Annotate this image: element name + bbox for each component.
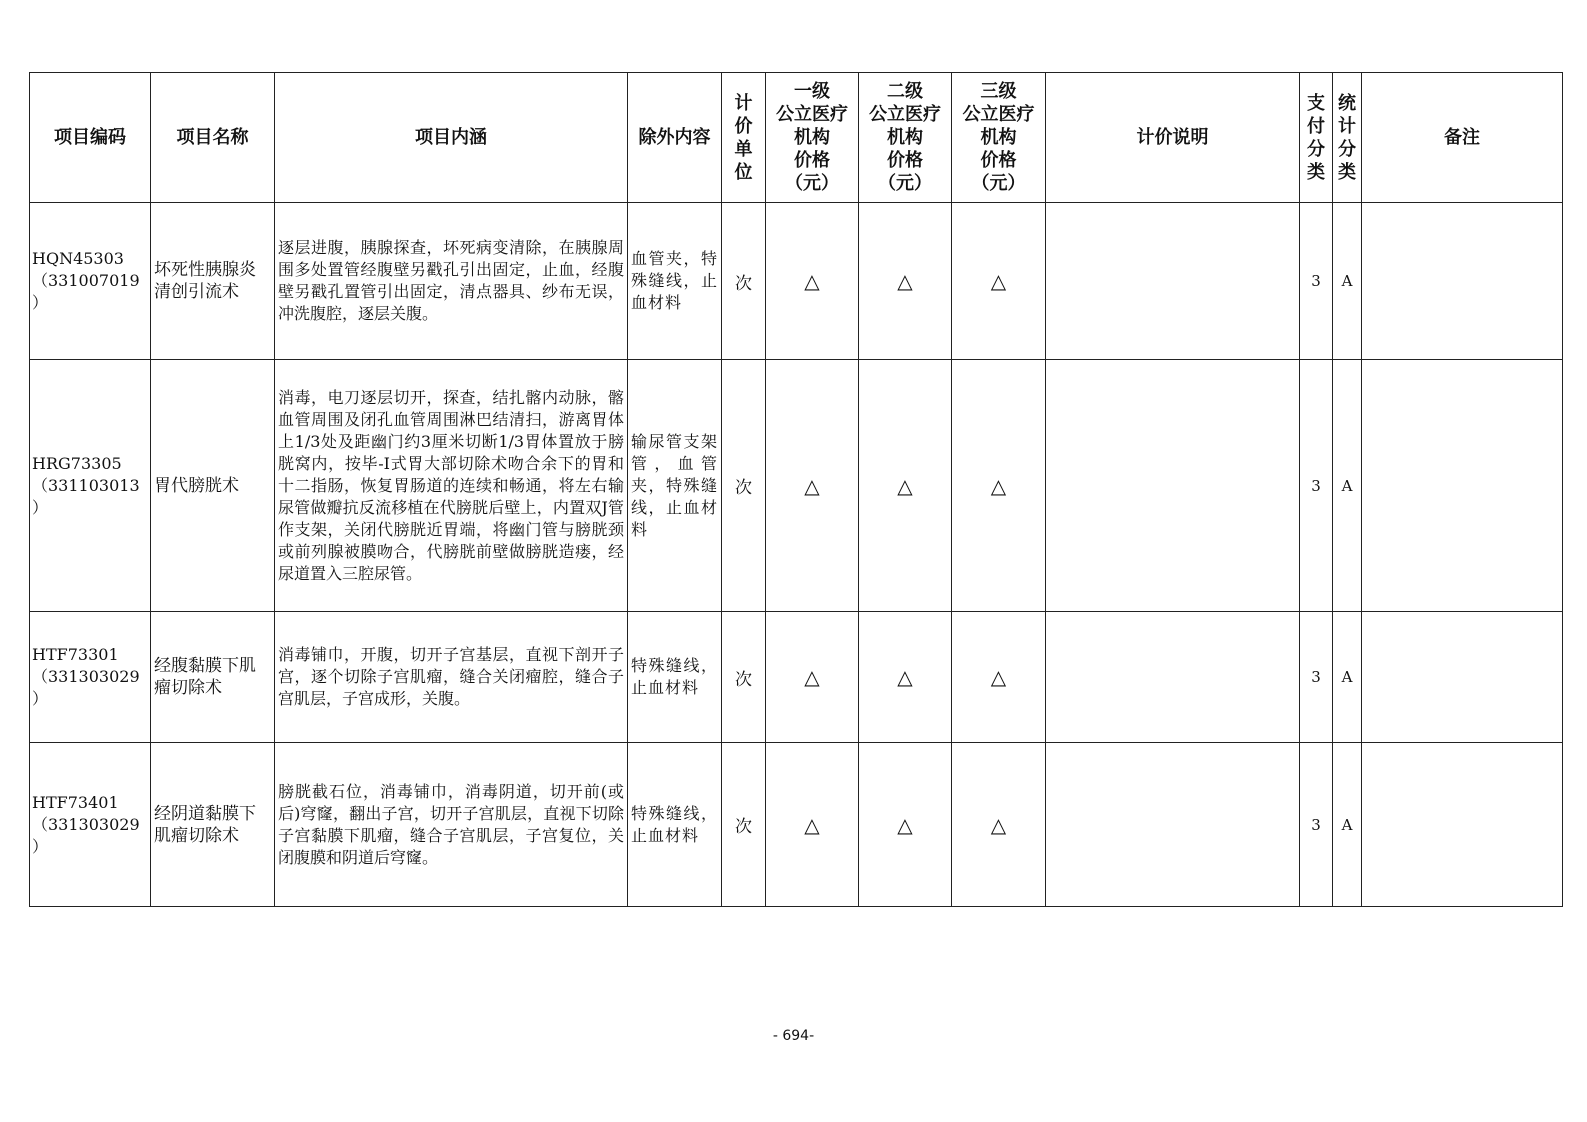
header-line: （元） (971, 173, 1026, 194)
header-unit-line: 价 (734, 115, 753, 137)
header-line: 公立医疗 (776, 104, 848, 125)
header-line: 公立医疗 (962, 104, 1035, 125)
item-level1-price: △ (766, 612, 859, 743)
header-payment-line: 支 (1307, 92, 1325, 114)
item-remarks (1362, 743, 1563, 907)
item-code-line: （331103013 (32, 475, 140, 495)
item-content: 消毒，电刀逐层切开，探查，结扎髂内动脉，髂血管周围及闭孔血管周围淋巴结清扫，游离胃体上1/3处及距幽门约3厘米切断1/3胃体置放于膀胱窝内，按毕-I式胃大部切除术吻合余下的胃和十二指肠，恢复胃肠道的连续和畅通，将左右输尿管做瓣抗反流移植在代膀胱后壁上，内置双J管作支架，关闭代膀胱近胃端，将幽门管与膀胱颈或前列腺被膜吻合，代膀胱前壁做膀胱造瘘，经尿道置入三腔尿管。 (275, 360, 628, 612)
item-level2-price: △ (859, 743, 952, 907)
item-level3-price: △ (952, 360, 1046, 612)
item-content: 膀胱截石位，消毒铺巾，消毒阴道，切开前(或后)穹窿，翻出子宫，切开子宫肌层，直视下切除子宫黏膜下肌瘤，缝合子宫肌层，子宫复位，关闭腹膜和阴道后穹窿。 (275, 743, 628, 907)
item-content: 消毒铺巾，开腹，切开子宫基层，直视下剖开子宫，逐个切除子宫肌瘤，缝合关闭瘤腔，缝合子宫肌层，子宫成形，关腹。 (275, 612, 628, 743)
header-stat-line: 统 (1338, 92, 1356, 114)
item-code-line: HTF73301 (32, 645, 119, 664)
header-unit-line: 位 (734, 161, 753, 183)
item-code (30, 203, 151, 360)
item-code-line: （331303029 (32, 814, 140, 834)
item-payment-class: 3 (1300, 612, 1333, 743)
item-payment-class: 3 (1300, 360, 1333, 612)
header-name: 项目名称 (151, 73, 275, 203)
item-name: 胃代膀胱术 (151, 360, 275, 612)
item-unit: 次 (722, 612, 766, 743)
item-payment-class: 3 (1300, 203, 1333, 360)
table-row (30, 612, 1563, 743)
table-row (30, 360, 1563, 612)
header-line: 二级 (887, 81, 923, 102)
item-code-line: （331303029 (32, 667, 140, 686)
item-level1-price: △ (766, 743, 859, 907)
header-remarks: 备注 (1362, 73, 1563, 203)
header-content: 项目内涵 (275, 73, 628, 203)
item-code-line: ） (32, 689, 49, 708)
item-code (30, 612, 151, 743)
header-line: 价格 (980, 150, 1017, 171)
item-code-line: HRG73305 (32, 453, 122, 473)
header-line: （元） (878, 173, 932, 194)
header-level3-price (952, 73, 1046, 203)
header-line: 价格 (887, 150, 923, 171)
table-row (30, 743, 1563, 907)
item-level3-price: △ (952, 612, 1046, 743)
header-row (30, 73, 1563, 203)
item-code-line: HTF73401 (32, 792, 119, 812)
header-stat-line: 计 (1338, 115, 1356, 137)
item-code-line: ） (32, 497, 49, 517)
item-pricing-note (1046, 743, 1300, 907)
item-remarks (1362, 360, 1563, 612)
header-unit-line: 计 (734, 92, 753, 114)
item-name: 经腹黏膜下肌瘤切除术 (151, 612, 275, 743)
item-code-line: （331007019 (32, 271, 140, 290)
header-code: 项目编码 (30, 73, 151, 203)
item-payment-class: 3 (1300, 743, 1333, 907)
item-code (30, 743, 151, 907)
item-remarks (1362, 612, 1563, 743)
item-stat-class: A (1333, 743, 1362, 907)
item-content: 逐层进腹，胰腺探查，坏死病变清除，在胰腺周围多处置管经腹壁另戳孔引出固定，止血，经腹壁另戳孔置管引出固定，清点器具、纱布无误，冲洗腹腔，逐层关腹。 (275, 203, 628, 360)
item-unit: 次 (722, 743, 766, 907)
pricing-table (29, 72, 1563, 907)
item-excluded: 特殊缝线，止血材料 (628, 612, 722, 743)
item-level2-price: △ (859, 612, 952, 743)
item-code-line: HQN45303 (32, 249, 124, 268)
header-line: 三级 (980, 81, 1017, 102)
header-stat-line: 类 (1338, 161, 1356, 183)
item-name: 坏死性胰腺炎清创引流术 (151, 203, 275, 360)
item-unit: 次 (722, 360, 766, 612)
header-stat-line: 分 (1338, 138, 1356, 160)
item-excluded: 血管夹，特殊缝线，止血材料 (628, 203, 722, 360)
header-unit (722, 73, 766, 203)
header-line: 机构 (887, 127, 923, 148)
header-stat (1333, 73, 1362, 203)
item-stat-class: A (1333, 203, 1362, 360)
table-row (30, 203, 1563, 360)
item-remarks (1362, 203, 1563, 360)
item-name: 经阴道黏膜下肌瘤切除术 (151, 743, 275, 907)
item-pricing-note (1046, 612, 1300, 743)
item-level2-price: △ (859, 203, 952, 360)
header-excluded: 除外内容 (628, 73, 722, 203)
header-line: 机构 (980, 127, 1017, 148)
item-level1-price: △ (766, 360, 859, 612)
item-pricing-note (1046, 203, 1300, 360)
header-payment-line: 付 (1307, 115, 1325, 137)
item-excluded: 特殊缝线，止血材料 (628, 743, 722, 907)
item-code-line: ） (32, 836, 49, 856)
page-number: - 694- (772, 1028, 815, 1044)
item-level3-price: △ (952, 743, 1046, 907)
item-code (30, 360, 151, 612)
header-level2-price (859, 73, 952, 203)
item-excluded: 输尿管支架管，血管夹，特殊缝线，止血材料 (628, 360, 722, 612)
header-line: （元） (785, 173, 839, 194)
header-pricing-note: 计价说明 (1046, 73, 1300, 203)
item-level3-price: △ (952, 203, 1046, 360)
header-payment (1300, 73, 1333, 203)
header-line: 一级 (794, 81, 830, 102)
item-level2-price: △ (859, 360, 952, 612)
header-payment-line: 分 (1307, 138, 1325, 160)
header-line: 价格 (794, 150, 830, 171)
item-level1-price: △ (766, 203, 859, 360)
item-unit: 次 (722, 203, 766, 360)
header-line: 公立医疗 (869, 104, 941, 125)
item-pricing-note (1046, 360, 1300, 612)
header-level1-price (766, 73, 859, 203)
item-stat-class: A (1333, 612, 1362, 743)
header-line: 机构 (794, 127, 830, 148)
item-stat-class: A (1333, 360, 1362, 612)
item-code-line: ） (32, 293, 49, 312)
header-payment-line: 类 (1307, 161, 1325, 183)
header-unit-line: 单 (734, 138, 753, 160)
